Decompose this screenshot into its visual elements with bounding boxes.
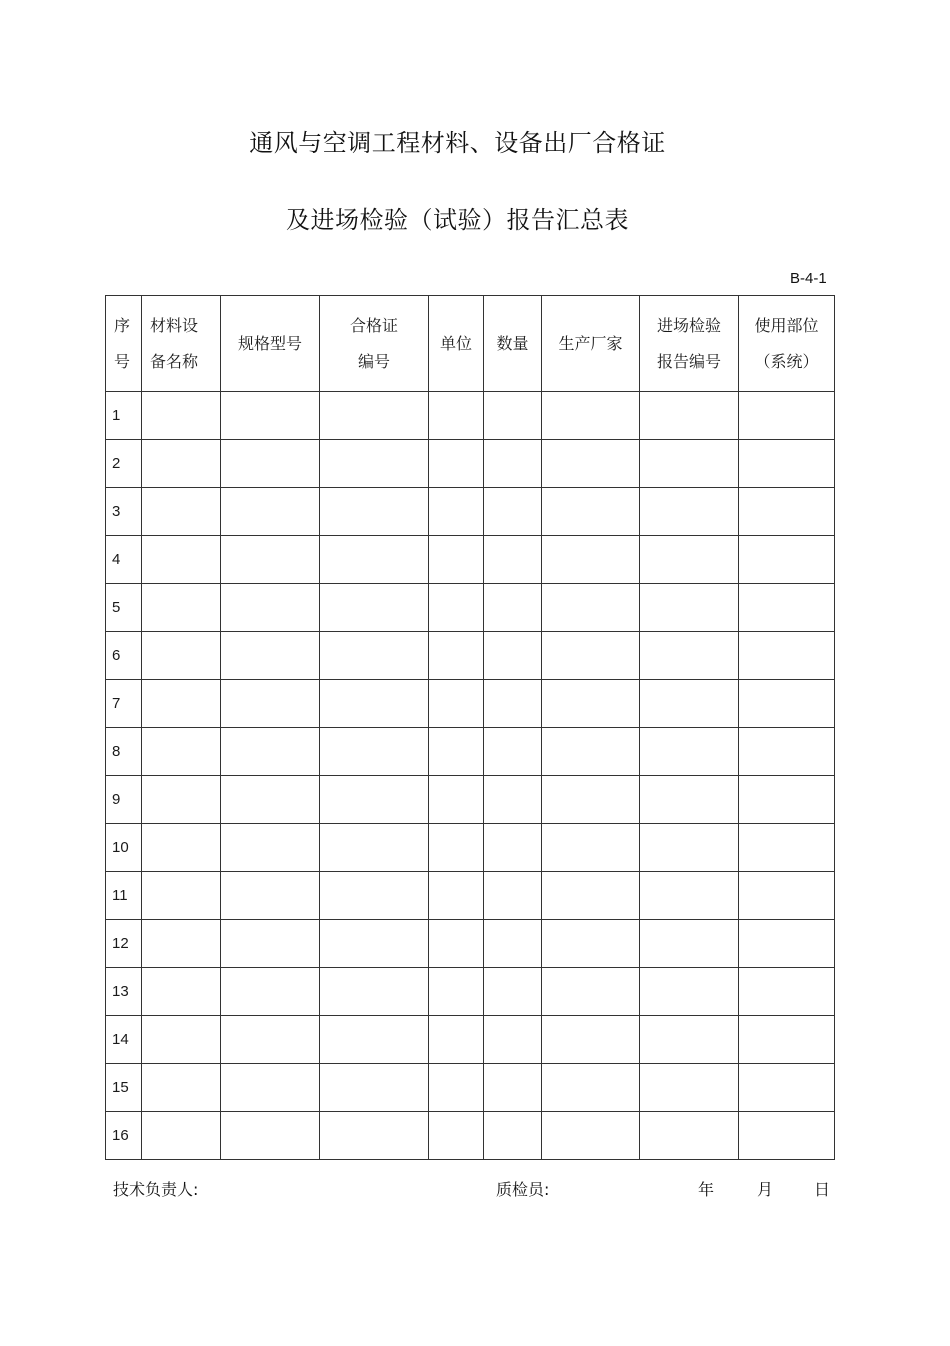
cell-quantity bbox=[484, 776, 542, 824]
year-label: 年 bbox=[698, 1180, 715, 1199]
cell-certificate-number bbox=[320, 1016, 429, 1064]
row-seq-number: 12 bbox=[106, 920, 142, 968]
header-usage-location-line1: 使用部位 bbox=[754, 315, 819, 335]
month-label: 月 bbox=[757, 1180, 774, 1199]
cell-unit bbox=[429, 680, 484, 728]
cell-unit bbox=[429, 920, 484, 968]
cell-usage-location bbox=[739, 584, 835, 632]
cell-certificate-number bbox=[320, 632, 429, 680]
cell-usage-location bbox=[739, 1016, 835, 1064]
header-material-name-line1: 材料设 bbox=[150, 315, 199, 335]
header-certificate-number-line1: 合格证 bbox=[349, 315, 398, 335]
cell-unit bbox=[429, 392, 484, 440]
cell-spec-model bbox=[221, 968, 320, 1016]
cell-unit bbox=[429, 584, 484, 632]
cell-unit bbox=[429, 440, 484, 488]
cell-certificate-number bbox=[320, 584, 429, 632]
table-row bbox=[106, 1112, 835, 1160]
day-label: 日 bbox=[814, 1180, 831, 1199]
cell-manufacturer bbox=[542, 440, 640, 488]
cell-inspection-report-number bbox=[640, 776, 739, 824]
cell-quantity bbox=[484, 392, 542, 440]
cell-inspection-report-number bbox=[640, 488, 739, 536]
cell-inspection-report-number bbox=[640, 1064, 739, 1112]
header-quantity bbox=[484, 296, 542, 392]
cell-inspection-report-number bbox=[640, 728, 739, 776]
header-usage-location bbox=[739, 296, 835, 392]
cell-unit bbox=[429, 776, 484, 824]
cell-spec-model bbox=[221, 632, 320, 680]
cell-manufacturer bbox=[542, 824, 640, 872]
cell-manufacturer bbox=[542, 872, 640, 920]
cell-inspection-report-number bbox=[640, 872, 739, 920]
cell-material-name bbox=[142, 824, 221, 872]
header-inspection-report-number-line2: 报告编号 bbox=[656, 351, 721, 371]
inspector-label: 质检员: bbox=[496, 1180, 550, 1199]
cell-quantity bbox=[484, 968, 542, 1016]
cell-material-name bbox=[142, 872, 221, 920]
table-row bbox=[106, 824, 835, 872]
form-code: B-4-1 bbox=[790, 270, 827, 287]
header-certificate-number-line2: 编号 bbox=[357, 351, 390, 371]
table-header-row bbox=[106, 296, 835, 392]
table-row bbox=[106, 1064, 835, 1112]
row-seq-number: 16 bbox=[106, 1112, 142, 1160]
cell-manufacturer bbox=[542, 776, 640, 824]
table-row bbox=[106, 584, 835, 632]
cell-material-name bbox=[142, 1064, 221, 1112]
cell-spec-model bbox=[221, 872, 320, 920]
row-seq-number: 14 bbox=[106, 1016, 142, 1064]
table-row bbox=[106, 488, 835, 536]
cell-usage-location bbox=[739, 440, 835, 488]
row-seq-number: 5 bbox=[106, 584, 142, 632]
table-row bbox=[106, 728, 835, 776]
header-usage-location-line2: （系统） bbox=[754, 351, 819, 371]
cell-certificate-number bbox=[320, 680, 429, 728]
cell-quantity bbox=[484, 872, 542, 920]
cell-usage-location bbox=[739, 680, 835, 728]
cell-material-name bbox=[142, 632, 221, 680]
cell-certificate-number bbox=[320, 440, 429, 488]
table-row bbox=[106, 440, 835, 488]
cell-unit bbox=[429, 1064, 484, 1112]
header-seq-line2: 号 bbox=[114, 351, 131, 371]
header-inspection-report-number bbox=[640, 296, 739, 392]
row-seq-number: 2 bbox=[106, 440, 142, 488]
cell-certificate-number bbox=[320, 824, 429, 872]
cell-unit bbox=[429, 728, 484, 776]
cell-inspection-report-number bbox=[640, 632, 739, 680]
cell-manufacturer bbox=[542, 968, 640, 1016]
cell-usage-location bbox=[739, 536, 835, 584]
cell-manufacturer bbox=[542, 392, 640, 440]
header-seq bbox=[106, 296, 142, 392]
cell-material-name bbox=[142, 920, 221, 968]
cell-manufacturer bbox=[542, 1016, 640, 1064]
cell-spec-model bbox=[221, 824, 320, 872]
cell-material-name bbox=[142, 968, 221, 1016]
table-row bbox=[106, 392, 835, 440]
cell-quantity bbox=[484, 632, 542, 680]
cell-spec-model bbox=[221, 440, 320, 488]
document-title-line2: 及进场检验（试验）报告汇总表 bbox=[286, 206, 629, 234]
cell-inspection-report-number bbox=[640, 392, 739, 440]
cell-unit bbox=[429, 632, 484, 680]
table-row bbox=[106, 1016, 835, 1064]
cell-inspection-report-number bbox=[640, 824, 739, 872]
header-unit-line1: 单位 bbox=[439, 333, 472, 353]
cell-spec-model bbox=[221, 584, 320, 632]
cell-usage-location bbox=[739, 392, 835, 440]
cell-manufacturer bbox=[542, 680, 640, 728]
cell-certificate-number bbox=[320, 728, 429, 776]
cell-material-name bbox=[142, 1016, 221, 1064]
table-body bbox=[106, 392, 835, 1160]
row-seq-number: 7 bbox=[106, 680, 142, 728]
cell-certificate-number bbox=[320, 392, 429, 440]
cell-inspection-report-number bbox=[640, 584, 739, 632]
cell-unit bbox=[429, 1112, 484, 1160]
header-material-name-line2: 备名称 bbox=[150, 351, 199, 371]
row-seq-number: 15 bbox=[106, 1064, 142, 1112]
cell-spec-model bbox=[221, 1016, 320, 1064]
cell-usage-location bbox=[739, 824, 835, 872]
cell-certificate-number bbox=[320, 920, 429, 968]
cell-inspection-report-number bbox=[640, 1016, 739, 1064]
cell-quantity bbox=[484, 680, 542, 728]
row-seq-number: 11 bbox=[106, 872, 142, 920]
document-title-line1: 通风与空调工程材料、设备出厂合格证 bbox=[249, 129, 666, 157]
cell-inspection-report-number bbox=[640, 536, 739, 584]
cell-quantity bbox=[484, 488, 542, 536]
cell-manufacturer bbox=[542, 584, 640, 632]
header-manufacturer-line1: 生产厂家 bbox=[558, 333, 623, 353]
cell-quantity bbox=[484, 728, 542, 776]
cell-manufacturer bbox=[542, 536, 640, 584]
cell-usage-location bbox=[739, 1112, 835, 1160]
row-seq-number: 4 bbox=[106, 536, 142, 584]
table-row bbox=[106, 920, 835, 968]
cell-unit bbox=[429, 824, 484, 872]
cell-certificate-number bbox=[320, 1112, 429, 1160]
table-row bbox=[106, 872, 835, 920]
cell-usage-location bbox=[739, 776, 835, 824]
cell-inspection-report-number bbox=[640, 1112, 739, 1160]
row-seq-number: 10 bbox=[106, 824, 142, 872]
row-seq-number: 3 bbox=[106, 488, 142, 536]
summary-table bbox=[105, 295, 835, 1160]
row-seq-number: 9 bbox=[106, 776, 142, 824]
table-row bbox=[106, 632, 835, 680]
cell-spec-model bbox=[221, 392, 320, 440]
cell-spec-model bbox=[221, 536, 320, 584]
cell-unit bbox=[429, 488, 484, 536]
cell-usage-location bbox=[739, 728, 835, 776]
cell-usage-location bbox=[739, 920, 835, 968]
row-seq-number: 6 bbox=[106, 632, 142, 680]
row-seq-number: 13 bbox=[106, 968, 142, 1016]
cell-material-name bbox=[142, 488, 221, 536]
cell-certificate-number bbox=[320, 1064, 429, 1112]
header-spec-model-line1: 规格型号 bbox=[237, 333, 302, 353]
cell-unit bbox=[429, 1016, 484, 1064]
table-row bbox=[106, 968, 835, 1016]
cell-inspection-report-number bbox=[640, 968, 739, 1016]
cell-spec-model bbox=[221, 776, 320, 824]
cell-usage-location bbox=[739, 968, 835, 1016]
cell-certificate-number bbox=[320, 968, 429, 1016]
cell-material-name bbox=[142, 392, 221, 440]
cell-spec-model bbox=[221, 488, 320, 536]
cell-material-name bbox=[142, 776, 221, 824]
cell-quantity bbox=[484, 440, 542, 488]
cell-quantity bbox=[484, 920, 542, 968]
cell-material-name bbox=[142, 680, 221, 728]
cell-quantity bbox=[484, 536, 542, 584]
cell-material-name bbox=[142, 536, 221, 584]
cell-usage-location bbox=[739, 872, 835, 920]
cell-usage-location bbox=[739, 632, 835, 680]
cell-quantity bbox=[484, 1016, 542, 1064]
cell-manufacturer bbox=[542, 728, 640, 776]
cell-spec-model bbox=[221, 1112, 320, 1160]
cell-material-name bbox=[142, 728, 221, 776]
header-spec-model bbox=[221, 296, 320, 392]
cell-certificate-number bbox=[320, 488, 429, 536]
row-seq-number: 1 bbox=[106, 392, 142, 440]
cell-certificate-number bbox=[320, 872, 429, 920]
cell-quantity bbox=[484, 1112, 542, 1160]
cell-inspection-report-number bbox=[640, 680, 739, 728]
header-seq-line1: 序 bbox=[114, 315, 131, 335]
header-inspection-report-number-line1: 进场检验 bbox=[656, 315, 721, 335]
cell-inspection-report-number bbox=[640, 920, 739, 968]
cell-spec-model bbox=[221, 1064, 320, 1112]
cell-unit bbox=[429, 872, 484, 920]
cell-unit bbox=[429, 536, 484, 584]
cell-material-name bbox=[142, 1112, 221, 1160]
table-row bbox=[106, 536, 835, 584]
cell-usage-location bbox=[739, 1064, 835, 1112]
table-row bbox=[106, 776, 835, 824]
cell-usage-location bbox=[739, 488, 835, 536]
cell-spec-model bbox=[221, 680, 320, 728]
cell-material-name bbox=[142, 584, 221, 632]
cell-unit bbox=[429, 968, 484, 1016]
cell-certificate-number bbox=[320, 776, 429, 824]
header-quantity-line1: 数量 bbox=[496, 333, 529, 353]
cell-spec-model bbox=[221, 920, 320, 968]
header-material-name bbox=[142, 296, 221, 392]
cell-quantity bbox=[484, 584, 542, 632]
header-unit bbox=[429, 296, 484, 392]
cell-manufacturer bbox=[542, 488, 640, 536]
cell-inspection-report-number bbox=[640, 440, 739, 488]
row-seq-number: 8 bbox=[106, 728, 142, 776]
cell-manufacturer bbox=[542, 632, 640, 680]
header-manufacturer bbox=[542, 296, 640, 392]
cell-quantity bbox=[484, 1064, 542, 1112]
table-row bbox=[106, 680, 835, 728]
cell-manufacturer bbox=[542, 1112, 640, 1160]
cell-spec-model bbox=[221, 728, 320, 776]
tech-lead-label: 技术负责人: bbox=[113, 1180, 199, 1199]
header-certificate-number bbox=[320, 296, 429, 392]
cell-manufacturer bbox=[542, 920, 640, 968]
cell-material-name bbox=[142, 440, 221, 488]
cell-quantity bbox=[484, 824, 542, 872]
cell-certificate-number bbox=[320, 536, 429, 584]
cell-manufacturer bbox=[542, 1064, 640, 1112]
